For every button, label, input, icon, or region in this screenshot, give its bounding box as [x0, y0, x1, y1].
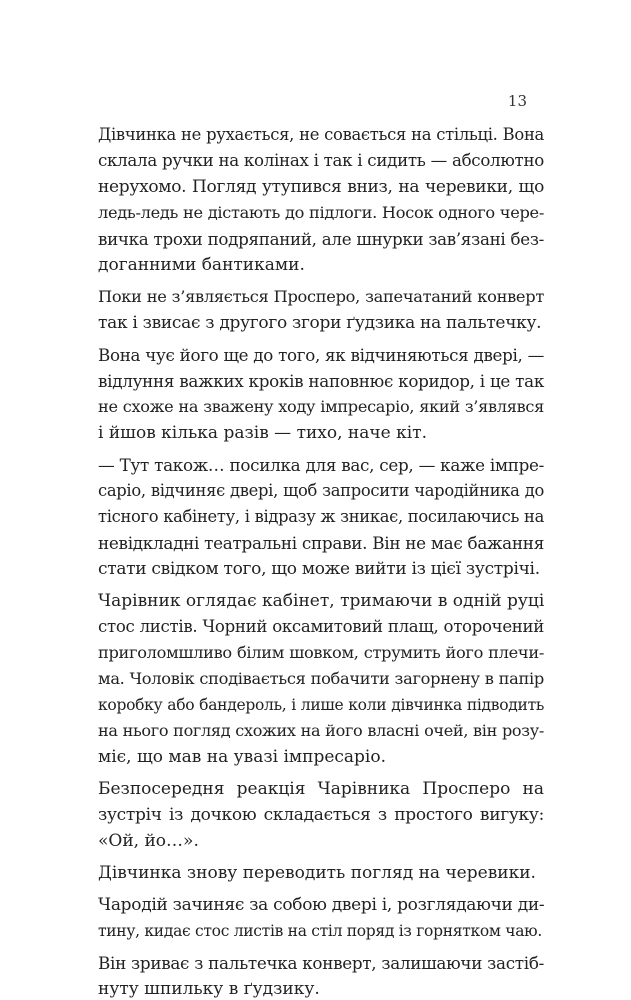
paragraph — [98, 892, 544, 944]
paragraph — [98, 860, 544, 886]
text-line: невідкладні театральні справи. Він не має бажання — [98, 533, 544, 553]
text-line: міє, що мав на увазі імпресаріо. — [98, 747, 387, 767]
text-line: Чародій зачиняє за собою двері і, розглядаючи ди- — [98, 895, 545, 915]
paragraph — [98, 950, 544, 1000]
body-text — [98, 122, 544, 1000]
text-line: Дівчинка знову переводить погляд на черевики. — [98, 863, 536, 883]
text-line: стос листів. Чорний оксамитовий плащ, оторочений — [98, 617, 544, 636]
text-line: стати свідком того, що може вийти із цієї зустрічі. — [98, 559, 540, 579]
paragraph — [98, 588, 544, 770]
text-line: і йшов кілька разів — тихо, наче кіт. — [98, 423, 427, 443]
text-line: відлуння важких кроків наповнює коридор, і це так — [98, 371, 544, 391]
text-line: «Ой, йо…». — [98, 831, 199, 851]
text-line: нуту шпильку в ґудзику. — [98, 979, 320, 999]
text-line: зустріч із дочкою складається з простого вигуку: — [98, 805, 544, 825]
text-line: Поки не з’являється Просперо, запечатаний конверт — [98, 287, 544, 306]
text-line: так і звисає з другого згори ґудзика на пальтечку. — [98, 313, 542, 333]
paragraph — [98, 342, 544, 446]
text-line: на нього погляд схожих на його власні очей, він розу- — [98, 721, 544, 740]
text-line: Чарівник оглядає кабінет, тримаючи в одній руці — [98, 591, 545, 611]
text-line: ма. Чоловік сподівається побачити загорнену в папір — [98, 669, 544, 688]
text-line: Безпосередня реакція Чарівника Просперо на — [98, 779, 544, 799]
text-line: доганними бантиками. — [98, 255, 305, 275]
paragraph — [98, 776, 544, 854]
text-line: — Тут також… посилка для вас, сер, — каже імпре- — [98, 455, 544, 475]
text-line: саріо, відчиняє двері, щоб запросити чародійника до — [98, 481, 544, 500]
paragraph — [98, 122, 544, 278]
page-number: 13 — [507, 92, 527, 110]
text-line: Він зриває з пальтечка конверт, залишаючи застіб- — [98, 953, 544, 973]
paragraph — [98, 452, 544, 582]
paragraph — [98, 284, 544, 336]
text-line: приголомшливо білим шовком, струмить його плечи- — [98, 643, 544, 662]
text-line: вичка трохи подряпаний, але шнурки зав’язані без- — [98, 229, 544, 249]
text-line: тісного кабінету, і відразу ж зникає, посилаючись на — [98, 507, 544, 526]
text-line: склала ручки на колінах і так і сидить — абсолютно — [98, 151, 544, 170]
text-line: тину, кидає стос листів на стіл поряд із горнятком чаю. — [98, 922, 542, 940]
text-line: Вона чує його ще до того, як відчиняються двері, — — [98, 345, 544, 365]
text-line: коробку або бандероль, і лише коли дівчинка підводить — [98, 696, 544, 714]
text-line: нерухомо. Погляд утупився вниз, на черевики, що — [98, 177, 544, 197]
text-line: не схоже на зважену ходу імпресаріо, який з’являвся — [98, 397, 544, 416]
text-line: ледь-ледь не дістають до підлоги. Носок одного чере- — [98, 203, 544, 222]
text-line: Дівчинка не рухається, не совається на стільці. Вона — [98, 125, 544, 144]
